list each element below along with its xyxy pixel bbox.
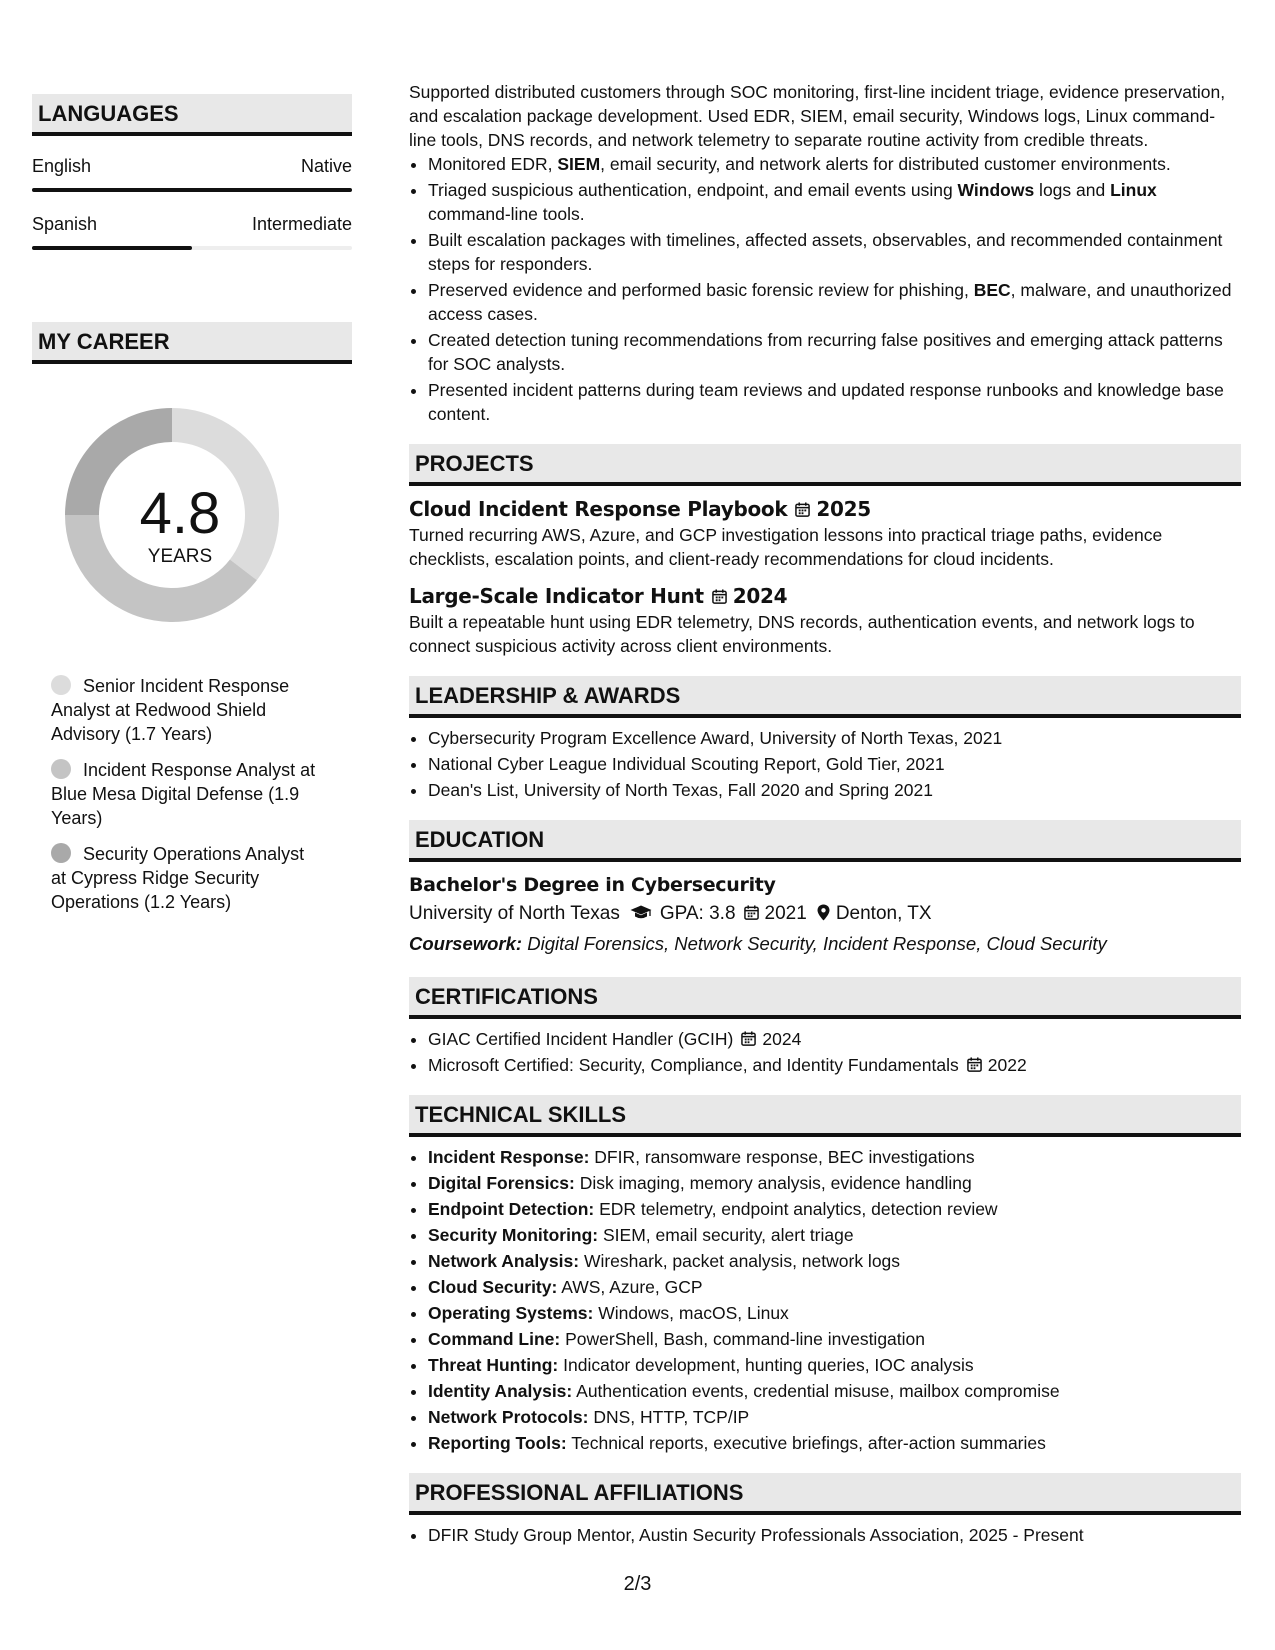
career-legend <box>51 674 321 914</box>
language-level: Native <box>300 156 352 176</box>
skill-label: Reporting Tools: <box>428 1433 567 1453</box>
affiliations-section <box>409 1473 1241 1547</box>
project-name: Cloud Incident Response Playbook <box>409 497 788 521</box>
legend-item <box>51 674 321 746</box>
experience-bullet <box>428 152 1241 176</box>
skill-label: Operating Systems: <box>428 1303 594 1323</box>
right-column <box>409 80 1241 1549</box>
skill-label: Network Analysis: <box>428 1251 580 1271</box>
affiliations-heading: PROFESSIONAL AFFILIATIONS <box>409 1473 1241 1515</box>
skill-item <box>428 1171 1241 1195</box>
skill-item <box>428 1301 1241 1325</box>
calendar-icon <box>712 589 727 604</box>
skill-value: SIEM, email security, alert triage <box>598 1225 854 1245</box>
skill-value: Technical reports, executive briefings, after-action summaries <box>566 1433 1046 1453</box>
legend-item <box>51 758 321 830</box>
coursework-label: Coursework: <box>409 933 523 954</box>
certification-year: 2022 <box>987 1055 1027 1075</box>
school-location: Denton, TX <box>835 903 932 924</box>
location-pin-icon <box>817 904 830 921</box>
bullet-text: command-line tools. <box>428 204 585 224</box>
language-entry <box>32 156 352 192</box>
skills-section <box>409 1095 1241 1455</box>
skill-item <box>428 1405 1241 1429</box>
skill-value: AWS, Azure, GCP <box>557 1277 703 1297</box>
experience-bullet <box>428 278 1241 326</box>
skill-label: Command Line: <box>428 1329 561 1349</box>
project-year: 2025 <box>816 497 871 521</box>
skill-value: Disk imaging, memory analysis, evidence handling <box>574 1173 972 1193</box>
education-details <box>409 899 1241 929</box>
skill-item <box>428 1197 1241 1221</box>
list-item: • Cybersecurity Program Excellence Award, University of North Texas, 2021 <box>428 726 1241 750</box>
project-title <box>409 495 1241 523</box>
skill-item <box>428 1353 1241 1377</box>
coursework-list: Digital Forensics, Network Security, Incident Response, Cloud Security <box>522 933 1107 954</box>
language-entry <box>32 214 352 250</box>
list-item: • National Cyber League Individual Scouting Report, Gold Tier, 2021 <box>428 752 1241 776</box>
skill-label: Digital Forensics: <box>428 1173 575 1193</box>
skill-item <box>428 1145 1241 1169</box>
skill-item <box>428 1431 1241 1455</box>
skill-value: Wireshark, packet analysis, network logs <box>579 1251 901 1271</box>
affiliations-list <box>409 1523 1241 1547</box>
education-heading: EDUCATION <box>409 820 1241 862</box>
calendar-icon <box>741 1031 756 1046</box>
certification-name: Microsoft Certified: Security, Compliance, and Identity Fundamentals <box>428 1055 959 1075</box>
career-total-years: 4.8 <box>139 481 221 546</box>
project-description: Built a repeatable hunt using EDR telemetry, DNS records, authentication events, and network logs to connect suspicious activity across client environments. <box>409 612 1195 656</box>
skill-value: Authentication events, credential misuse, mailbox compromise <box>572 1381 1060 1401</box>
skill-label: Network Protocols: <box>428 1407 589 1427</box>
degree-title: Bachelor's Degree in Cybersecurity <box>409 874 776 896</box>
legend-dot <box>51 675 71 695</box>
leadership-section <box>409 676 1241 802</box>
career-heading: MY CAREER <box>32 322 352 364</box>
bullet-text: Preserved evidence and performed basic forensic review for phishing, <box>428 280 974 300</box>
legend-label: Incident Response Analyst at Blue Mesa Digital Defense (1.9 Years) <box>51 760 316 828</box>
bullet-keyword: Windows <box>957 180 1035 200</box>
list-item: • Dean's List, University of North Texas, Fall 2020 and Spring 2021 <box>428 778 1241 802</box>
certifications-section <box>409 977 1241 1077</box>
bullet-text: Presented incident patterns during team reviews and updated response runbooks and knowledge base content. <box>428 380 1224 424</box>
language-proficiency-fill <box>32 246 192 250</box>
experience-bullets <box>409 152 1241 426</box>
left-column <box>32 94 352 926</box>
calendar-icon <box>744 905 759 920</box>
page-number: 2/3 <box>623 1573 652 1595</box>
list-item <box>428 1053 1241 1077</box>
coursework <box>409 929 1241 959</box>
bullet-text: Monitored EDR, <box>428 154 558 174</box>
legend-item <box>51 842 321 914</box>
certification-name: GIAC Certified Incident Handler (GCIH) <box>428 1029 734 1049</box>
projects-section <box>409 444 1241 658</box>
projects-heading: PROJECTS <box>409 444 1241 486</box>
skill-value: DFIR, ransomware response, BEC investigations <box>589 1147 975 1167</box>
leadership-list <box>409 726 1241 802</box>
skills-heading: TECHNICAL SKILLS <box>409 1095 1241 1137</box>
legend-dot <box>51 843 71 863</box>
career-donut-chart <box>65 408 295 638</box>
skill-value: EDR telemetry, endpoint analytics, detection review <box>594 1199 998 1219</box>
calendar-icon <box>967 1057 982 1072</box>
bullet-keyword: BEC <box>973 280 1011 300</box>
project-title <box>409 582 1241 610</box>
bullet-text: , malware, and unauthorized access cases. <box>428 280 1232 324</box>
skill-value: Windows, macOS, Linux <box>593 1303 789 1323</box>
school-name: University of North Texas <box>409 903 620 924</box>
skill-item <box>428 1275 1241 1299</box>
languages-heading: LANGUAGES <box>32 94 352 136</box>
education-section <box>409 820 1241 959</box>
certification-year: 2024 <box>762 1029 802 1049</box>
skill-label: Endpoint Detection: <box>428 1199 595 1219</box>
skill-label: Threat Hunting: <box>428 1355 559 1375</box>
skill-value: PowerShell, Bash, command-line investigation <box>560 1329 925 1349</box>
certifications-list <box>409 1027 1241 1077</box>
skill-label: Security Monitoring: <box>428 1225 599 1245</box>
skill-value: Indicator development, hunting queries, IOC analysis <box>558 1355 974 1375</box>
legend-dot <box>51 759 71 779</box>
skill-item <box>428 1223 1241 1247</box>
skill-item <box>428 1327 1241 1351</box>
language-proficiency-fill <box>32 188 352 192</box>
legend-label: Senior Incident Response Analyst at Redwood Shield Advisory (1.7 Years) <box>51 676 290 744</box>
graduation-year: 2021 <box>764 903 807 924</box>
language-proficiency-bar <box>32 246 352 250</box>
legend-label: Security Operations Analyst at Cypress Ridge Security Operations (1.2 Years) <box>51 844 305 912</box>
bullet-keyword: SIEM <box>557 154 601 174</box>
leadership-heading: LEADERSHIP & AWARDS <box>409 676 1241 718</box>
bullet-text: , email security, and network alerts for distributed customer environments. <box>600 154 1171 174</box>
certifications-heading: CERTIFICATIONS <box>409 977 1241 1019</box>
graduation-cap-icon <box>630 905 652 920</box>
language-name: Spanish <box>32 214 98 234</box>
skill-label: Cloud Security: <box>428 1277 558 1297</box>
project-name: Large-Scale Indicator Hunt <box>409 584 704 608</box>
experience-bullet <box>428 328 1241 376</box>
experience-bullet <box>428 228 1241 276</box>
skill-label: Incident Response: <box>428 1147 590 1167</box>
language-level: Intermediate <box>251 214 352 234</box>
skill-item <box>428 1249 1241 1273</box>
skill-value: DNS, HTTP, TCP/IP <box>588 1407 750 1427</box>
project-description: Turned recurring AWS, Azure, and GCP investigation lessons into practical triage paths, evidence checklists, escalation points, and client-ready recommendations for cloud incidents. <box>409 525 1163 569</box>
skills-list <box>409 1145 1241 1455</box>
experience-bullet <box>428 178 1241 226</box>
project-year: 2024 <box>732 584 788 608</box>
bullet-text: logs and <box>1034 180 1111 200</box>
career-years-label: YEARS <box>147 546 213 567</box>
bullet-text: Built escalation packages with timelines, affected assets, observables, and recommended containment steps for responders. <box>428 230 1223 274</box>
list-item <box>428 1027 1241 1051</box>
bullet-text: Created detection tuning recommendations from recurring false positives and emerging attack patterns for SOC analysts. <box>428 330 1223 374</box>
calendar-icon <box>795 502 810 517</box>
skill-label: Identity Analysis: <box>428 1381 573 1401</box>
list-item: • DFIR Study Group Mentor, Austin Security Professionals Association, 2025 - Present <box>428 1523 1241 1547</box>
experience-bullet <box>428 378 1241 426</box>
gpa: GPA: 3.8 <box>659 903 736 924</box>
experience-summary: Supported distributed customers through SOC monitoring, first-line incident triage, evidence preservation, and escalation package development. Used EDR, SIEM, email security, Windows logs, Linux command-line tools, DNS records, and network telemetry to separate routine activity from credible threats. <box>409 82 1226 150</box>
language-name: English <box>32 156 92 176</box>
bullet-text: Triaged suspicious authentication, endpoint, and email events using <box>428 180 958 200</box>
bullet-keyword: Linux <box>1110 180 1157 200</box>
language-proficiency-bar <box>32 188 352 192</box>
skill-item <box>428 1379 1241 1403</box>
